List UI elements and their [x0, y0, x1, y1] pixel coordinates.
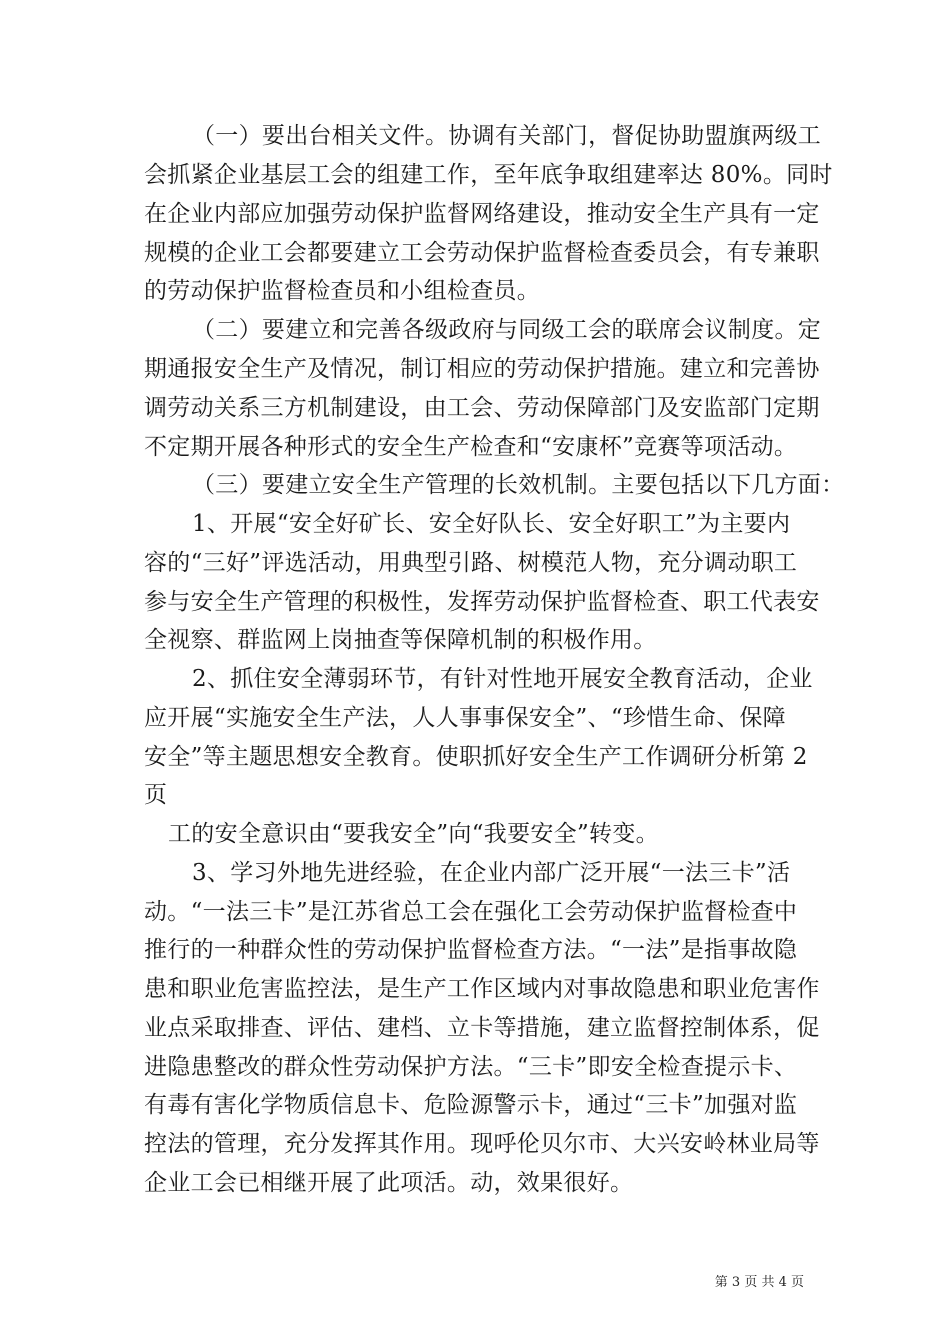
text-line: 2、抓住安全薄弱环节，有针对性地开展安全教育活动，企业: [192, 666, 813, 692]
text-line: 容的“三好”评选活动，用典型引路、树模范人物，充分调动职工: [144, 550, 798, 576]
text-line: 有毒有害化学物质信息卡、危险源警示卡，通过“三卡”加强对监: [144, 1092, 798, 1118]
text-line: 工的安全意识由“要我安全”向“我要安全”转变。: [168, 821, 659, 847]
text-line: 控法的管理，充分发挥其作用。现呼伦贝尔市、大兴安岭林业局等: [144, 1131, 820, 1157]
text-line: 调劳动关系三方机制建设，由工会、劳动保障部门及安监部门定期: [144, 395, 820, 421]
text-line: 页: [144, 782, 168, 808]
text-line: 应开展“实施安全生产法，人人事事保安全”、“珍惜生命、保障: [144, 705, 786, 731]
text-line: （二）要建立和完善各级政府与同级工会的联席会议制度。定: [192, 317, 822, 343]
page-number: 第 3 页 共 4 页: [714, 1275, 804, 1290]
text-line: 的劳动保护监督检查员和小组检查员。: [144, 278, 541, 304]
text-line: （三）要建立安全生产管理的长效机制。主要包括以下几方面：: [192, 472, 845, 498]
text-line: 期通报安全生产及情况，制订相应的劳动保护措施。建立和完善协: [144, 356, 820, 382]
text-line: 会抓紧企业基层工会的组建工作，至年底争取组建率达 80%。同时: [144, 162, 833, 188]
text-line: 推行的一种群众性的劳动保护监督检查方法。“一法”是指事故隐: [144, 937, 798, 963]
text-line: 不定期开展各种形式的安全生产检查和“安康杯”竞赛等项活动。: [144, 434, 798, 460]
text-line: 参与安全生产管理的积极性，发挥劳动保护监督检查、职工代表安: [144, 589, 820, 615]
text-line: 在企业内部应加强劳动保护监督网络建设，推动安全生产具有一定: [144, 201, 820, 227]
text-line: 3、学习外地先进经验，在企业内部广泛开展“一法三卡”活: [192, 860, 791, 886]
text-line: 动。“一法三卡”是江苏省总工会在强化工会劳动保护监督检查中: [144, 899, 798, 925]
text-line: 企业工会已相继开展了此项活。动，效果很好。: [144, 1170, 634, 1196]
text-line: 全视察、群监网上岗抽查等保障机制的积极作用。: [144, 627, 657, 653]
text-line: （一）要出台相关文件。协调有关部门，督促协助盟旗两级工: [192, 123, 822, 149]
text-line: 患和职业危害监控法，是生产工作区域内对事故隐患和职业危害作: [144, 976, 820, 1002]
text-line: 安全”等主题思想安全教育。使职抓好安全生产工作调研分析第 2: [144, 744, 808, 770]
text-line: 业点采取排查、评估、建档、立卡等措施，建立监督控制体系，促: [144, 1015, 820, 1041]
text-line: 1、开展“安全好矿长、安全好队长、安全好职工”为主要内: [192, 511, 791, 537]
text-line: 规模的企业工会都要建立工会劳动保护监督检查委员会，有专兼职: [144, 240, 820, 266]
text-line: 进隐患整改的群众性劳动保护方法。“三卡”即安全检查提示卡、: [144, 1054, 798, 1080]
